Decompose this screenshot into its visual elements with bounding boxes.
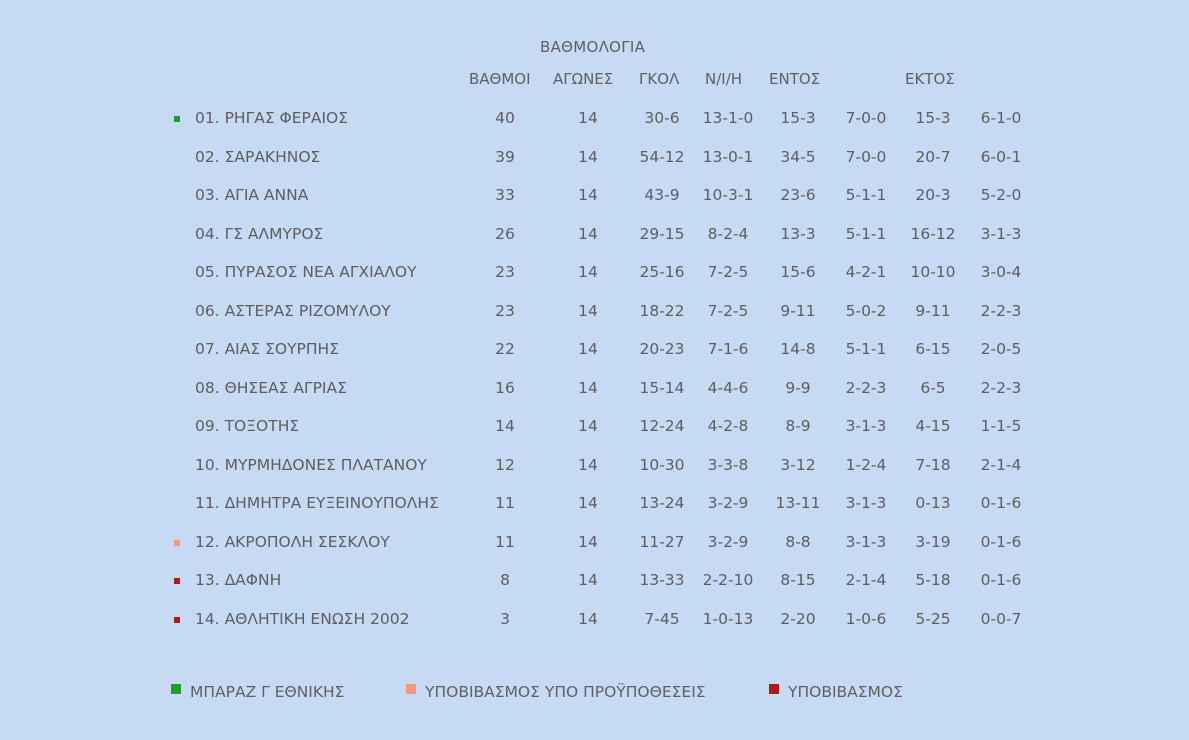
home-wdl-cell: 3-1-3 <box>845 417 887 435</box>
wdl-cell: 7-1-6 <box>707 340 749 358</box>
status-marker-icon <box>174 540 180 546</box>
away-goals-cell: 4-15 <box>915 417 951 435</box>
header-home: ΕΝΤΟΣ <box>769 70 821 88</box>
away-wdl-cell: 2-2-3 <box>980 301 1022 320</box>
home-goals-cell: 23-6 <box>780 186 816 204</box>
away-wdl-cell: 0-1-6 <box>980 532 1022 551</box>
away-goals-cell: 3-19 <box>915 532 951 551</box>
team-name: 02. ΣΑΡΑΚΗΝΟΣ <box>195 147 321 166</box>
home-goals-cell: 14-8 <box>780 340 816 358</box>
home-goals-cell: 9-9 <box>785 378 811 397</box>
header-goals: ΓΚΟΛ <box>639 70 680 88</box>
header-wdl: Ν/Ι/Η <box>705 70 743 88</box>
goals-cell: 13-33 <box>639 571 685 589</box>
home-wdl-cell: 7-0-0 <box>845 109 887 127</box>
points-cell: 40 <box>495 109 515 127</box>
away-goals-cell: 15-3 <box>915 109 951 127</box>
away-wdl-cell: 6-0-1 <box>980 147 1022 166</box>
games-cell: 14 <box>578 609 598 628</box>
table-row <box>0 456 1189 480</box>
goals-cell: 29-15 <box>639 224 685 243</box>
goals-cell: 10-30 <box>639 455 685 474</box>
home-goals-cell: 8-9 <box>785 417 811 435</box>
goals-cell: 13-24 <box>639 494 685 512</box>
goals-cell: 25-16 <box>639 263 685 281</box>
games-cell: 14 <box>578 147 598 166</box>
wdl-cell: 7-2-5 <box>707 263 749 281</box>
team-name: 09. ΤΟΞΟΤΗΣ <box>195 417 300 435</box>
away-wdl-cell: 3-1-3 <box>980 224 1022 243</box>
games-cell: 14 <box>578 417 598 435</box>
status-marker-icon <box>174 617 180 623</box>
away-goals-cell: 6-5 <box>920 378 946 397</box>
home-goals-cell: 8-8 <box>785 532 811 551</box>
home-wdl-cell: 5-1-1 <box>845 340 887 358</box>
away-wdl-cell: 3-0-4 <box>980 263 1022 281</box>
wdl-cell: 8-2-4 <box>707 224 749 243</box>
header-away: ΕΚΤΟΣ <box>905 70 955 88</box>
games-cell: 14 <box>578 186 598 204</box>
games-cell: 14 <box>578 571 598 589</box>
away-goals-cell: 20-3 <box>915 186 951 204</box>
table-row <box>0 379 1189 403</box>
wdl-cell: 2-2-10 <box>702 571 754 589</box>
away-goals-cell: 5-18 <box>915 571 951 589</box>
home-wdl-cell: 7-0-0 <box>845 147 887 166</box>
games-cell: 14 <box>578 455 598 474</box>
goals-cell: 7-45 <box>644 609 680 628</box>
home-goals-cell: 9-11 <box>780 301 816 320</box>
table-row <box>0 340 1189 364</box>
home-wdl-cell: 5-0-2 <box>845 301 887 320</box>
team-name: 03. ΑΓΙΑ ΑΝΝΑ <box>195 186 309 204</box>
wdl-cell: 4-4-6 <box>707 378 749 397</box>
wdl-cell: 10-3-1 <box>702 186 754 204</box>
points-cell: 3 <box>500 609 510 628</box>
away-goals-cell: 5-25 <box>915 609 951 628</box>
games-cell: 14 <box>578 224 598 243</box>
table-row <box>0 263 1189 287</box>
home-wdl-cell: 1-2-4 <box>845 455 887 474</box>
home-goals-cell: 13-3 <box>780 224 816 243</box>
home-wdl-cell: 1-0-6 <box>845 609 887 628</box>
table-row <box>0 109 1189 133</box>
points-cell: 26 <box>495 224 515 243</box>
team-name: 12. ΑΚΡΟΠΟΛΗ ΣΕΣΚΛΟΥ <box>195 532 390 551</box>
status-marker-icon <box>174 116 180 122</box>
team-name: 08. ΘΗΣΕΑΣ ΑΓΡΙΑΣ <box>195 378 347 397</box>
legend-swatch-icon <box>171 684 181 694</box>
away-wdl-cell: 2-1-4 <box>980 455 1022 474</box>
home-goals-cell: 3-12 <box>780 455 816 474</box>
wdl-cell: 1-0-13 <box>702 609 754 628</box>
home-wdl-cell: 3-1-3 <box>845 532 887 551</box>
wdl-cell: 3-3-8 <box>707 455 749 474</box>
away-goals-cell: 9-11 <box>915 301 951 320</box>
standings-title: ΒΑΘΜΟΛΟΓΙΑ <box>540 38 646 56</box>
points-cell: 23 <box>495 301 515 320</box>
away-wdl-cell: 5-2-0 <box>980 186 1022 204</box>
away-wdl-cell: 2-0-5 <box>980 340 1022 358</box>
games-cell: 14 <box>578 532 598 551</box>
wdl-cell: 13-1-0 <box>702 109 754 127</box>
goals-cell: 43-9 <box>644 186 680 204</box>
goals-cell: 54-12 <box>639 147 685 166</box>
team-name: 10. ΜΥΡΜΗΔΟΝΕΣ ΠΛΑΤΑΝΟΥ <box>195 455 427 474</box>
table-row <box>0 533 1189 557</box>
header-points: ΒΑΘΜΟΙ <box>469 70 531 88</box>
points-cell: 11 <box>495 532 515 551</box>
legend-label: ΜΠΑΡΑΖ Γ ΕΘΝΙΚΗΣ <box>190 683 345 701</box>
legend-label: ΥΠΟΒΙΒΑΣΜΟΣ ΥΠΟ ΠΡΟΫΠΟΘΕΣΕΙΣ <box>425 683 706 701</box>
table-row <box>0 417 1189 441</box>
table-row <box>0 571 1189 595</box>
games-cell: 14 <box>578 494 598 512</box>
table-row <box>0 225 1189 249</box>
away-wdl-cell: 0-0-7 <box>980 609 1022 628</box>
table-row <box>0 186 1189 210</box>
away-wdl-cell: 0-1-6 <box>980 571 1022 589</box>
team-name: 05. ΠΥΡΑΣΟΣ ΝΕΑ ΑΓΧΙΑΛΟΥ <box>195 263 417 281</box>
home-goals-cell: 2-20 <box>780 609 816 628</box>
points-cell: 22 <box>495 340 515 358</box>
legend-label: ΥΠΟΒΙΒΑΣΜΟΣ <box>788 683 903 701</box>
wdl-cell: 3-2-9 <box>707 494 749 512</box>
wdl-cell: 13-0-1 <box>702 147 754 166</box>
table-row <box>0 494 1189 518</box>
home-wdl-cell: 5-1-1 <box>845 224 887 243</box>
home-goals-cell: 15-6 <box>780 263 816 281</box>
header-games: ΑΓΩΝΕΣ <box>553 70 614 88</box>
home-wdl-cell: 3-1-3 <box>845 494 887 512</box>
home-wdl-cell: 2-1-4 <box>845 571 887 589</box>
status-marker-icon <box>174 578 180 584</box>
team-name: 11. ΔΗΜΗΤΡΑ ΕΥΞΕΙΝΟΥΠΟΛΗΣ <box>195 494 439 512</box>
home-wdl-cell: 4-2-1 <box>845 263 887 281</box>
games-cell: 14 <box>578 301 598 320</box>
table-row <box>0 148 1189 172</box>
away-goals-cell: 6-15 <box>915 340 951 358</box>
team-name: 06. ΑΣΤΕΡΑΣ ΡΙΖΟΜΥΛΟΥ <box>195 301 391 320</box>
goals-cell: 11-27 <box>639 532 685 551</box>
home-goals-cell: 15-3 <box>780 109 816 127</box>
away-goals-cell: 16-12 <box>910 224 956 243</box>
games-cell: 14 <box>578 340 598 358</box>
goals-cell: 12-24 <box>639 417 685 435</box>
home-goals-cell: 34-5 <box>780 147 816 166</box>
games-cell: 14 <box>578 109 598 127</box>
legend-swatch-icon <box>406 684 416 694</box>
wdl-cell: 7-2-5 <box>707 301 749 320</box>
points-cell: 33 <box>495 186 515 204</box>
goals-cell: 20-23 <box>639 340 685 358</box>
points-cell: 23 <box>495 263 515 281</box>
away-goals-cell: 20-7 <box>915 147 951 166</box>
home-goals-cell: 13-11 <box>775 494 821 512</box>
away-wdl-cell: 6-1-0 <box>980 109 1022 127</box>
team-name: 07. ΑΙΑΣ ΣΟΥΡΠΗΣ <box>195 340 339 358</box>
wdl-cell: 3-2-9 <box>707 532 749 551</box>
home-wdl-cell: 5-1-1 <box>845 186 887 204</box>
games-cell: 14 <box>578 263 598 281</box>
wdl-cell: 4-2-8 <box>707 417 749 435</box>
team-name: 14. ΑΘΛΗΤΙΚΗ ΕΝΩΣΗ 2002 <box>195 609 410 628</box>
points-cell: 8 <box>500 571 510 589</box>
away-goals-cell: 10-10 <box>910 263 956 281</box>
points-cell: 39 <box>495 147 515 166</box>
goals-cell: 30-6 <box>644 109 680 127</box>
team-name: 01. ΡΗΓΑΣ ΦΕΡΑΙΟΣ <box>195 109 349 127</box>
points-cell: 14 <box>495 417 515 435</box>
points-cell: 12 <box>495 455 515 474</box>
home-goals-cell: 8-15 <box>780 571 816 589</box>
games-cell: 14 <box>578 378 598 397</box>
goals-cell: 15-14 <box>639 378 685 397</box>
away-wdl-cell: 1-1-5 <box>980 417 1022 435</box>
legend-swatch-icon <box>769 684 779 694</box>
away-wdl-cell: 2-2-3 <box>980 378 1022 397</box>
table-row <box>0 610 1189 634</box>
table-row <box>0 302 1189 326</box>
points-cell: 16 <box>495 378 515 397</box>
away-goals-cell: 0-13 <box>915 494 951 512</box>
team-name: 04. ΓΣ ΑΛΜΥΡΟΣ <box>195 224 324 243</box>
points-cell: 11 <box>495 494 515 512</box>
away-goals-cell: 7-18 <box>915 455 951 474</box>
team-name: 13. ΔΑΦΝΗ <box>195 571 282 589</box>
away-wdl-cell: 0-1-6 <box>980 494 1022 512</box>
goals-cell: 18-22 <box>639 301 685 320</box>
home-wdl-cell: 2-2-3 <box>845 378 887 397</box>
